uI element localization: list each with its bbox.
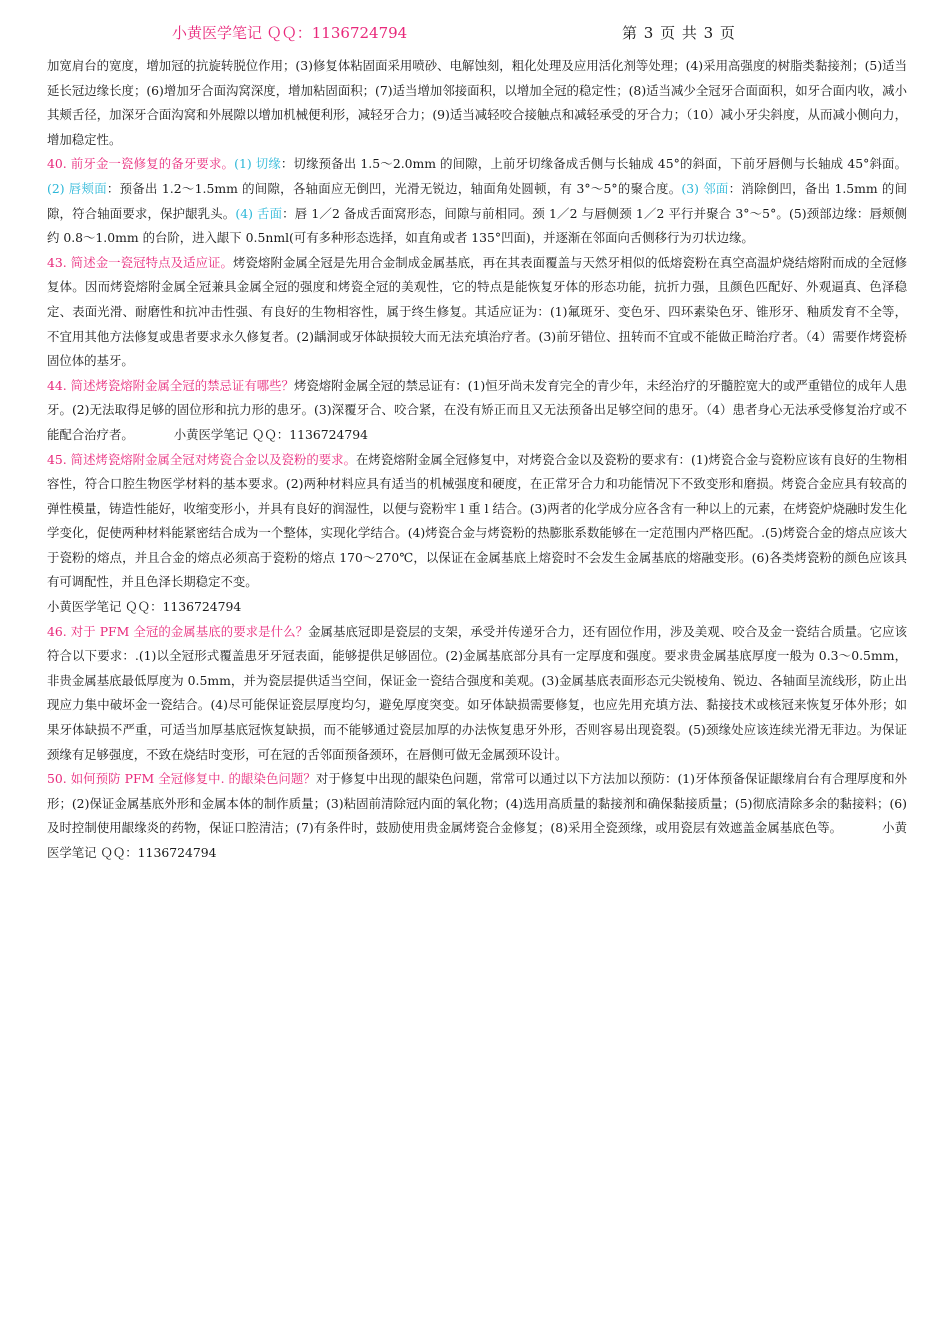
brand-line — [47, 595, 907, 620]
q44-answer: 烤瓷熔附金属全冠的禁忌证有：(1)恒牙尚未发育完全的青少年，未经治疗的牙髓腔宽大的或严重错位的成年人患牙。(2)无法取得足够的固位形和抗力形的患牙。(3)深覆牙合、咬合紧，在没有矫正而且又无法预备出足够空间的患牙。（4）患者身心无法承受修复治疗或不能配合治疗者。 — [47, 377, 907, 442]
q50-answer: 对于修复中出现的龈染色问题，常常可以通过以下方法加以预防：(1)牙体预备保证龈缘肩台有合理厚度和外形；(2)保证金属基底外形和金属本体的制作质量；(3)粘固前清除冠内面的氧化物；(4)选用高质量的黏接剂和确保黏接质量；(5)彻底清除多余的黏接料；(6)及时控制使用龈缘炎的药物，保证口腔清洁；(7)有条件时，鼓励使用贵金属烤瓷合金修复；(8)采用全瓷颈缘，或用瓷层有效遮盖金属基底色等。 — [47, 771, 907, 836]
q45-answer: 在烤瓷熔附金属全冠修复中，对烤瓷合金以及瓷粉的要求有：(1)烤瓷合金与瓷粉应该有良好的生物相容性，符合口腔生物医学材料的基本要求。(2)两种材料应具有适当的机械强度和硬度，在正常牙合力和功能情况下不致变形和磨损。烤瓷合金应具有较高的弹性模量，铸造性能好，收缩变形小，并具有良好的润湿性，以便与瓷粉牢 l 重 l 结合。(3)两者的化学成分应各含有一种以上的元素，在烤瓷炉烧融时发生化学变化，促使两种材料能紧密结合成为一个整体，实现化学结合。(4)烤瓷合金与烤瓷粉的热膨胀系数能够在一定范围内严格匹配。.(5)烤瓷合金的熔点应该大于瓷粉的熔点，并且合金的熔点必须高于瓷粉的熔点 170～270℃，以保证在金属基底上熔瓷时不会发生金属基底的熔融变形。(6)各类烤瓷粉的颜色应该具有可调配性，并且色泽长期稳定不变。 — [47, 451, 907, 590]
page-indicator: 第 3 页 共 3 页 — [622, 24, 736, 42]
question-45: 45. 简述烤瓷熔附金属全冠对烤瓷合金以及瓷粉的要求。 — [47, 451, 356, 467]
brand-line-text: 小黄医学笔记 ＱＱ：1136724794 — [47, 599, 242, 615]
inline-brand: 小黄医学笔记 ＱＱ：1136724794 — [173, 426, 369, 442]
question-44: 44. 简述烤瓷熔附金属全冠的禁忌证有哪些？ — [47, 377, 294, 393]
q40-cutting-edge-text: ：切缘预备出 1.5～2.0mm 的间隙，上前牙切缘备成舌侧与长轴成 45°的斜面，下前牙唇侧与长轴成 45°斜面。 — [280, 156, 907, 172]
question-40: 40. 前牙金一瓷修复的备牙要求。 — [47, 156, 235, 172]
question-46: 46. 对于 PFM 全冠的金属基底的要求是什么？ — [47, 623, 309, 639]
question-50: 50. 如何预防 PFM 全冠修复中. 的龈染色问题？ — [47, 771, 316, 787]
q40-cutting-edge-label: (1) 切缘 — [234, 156, 281, 172]
header-brand: 小黄医学笔记 ＱＱ：1136724794 — [172, 24, 408, 42]
q40-proximal-text: ：消除倒凹，备出 1.5mm 的间隙，符合轴面要求，保护龈乳头。 — [47, 180, 907, 221]
paragraph-q40 — [47, 152, 907, 250]
paragraph-q43 — [47, 251, 907, 374]
q46-answer: 金属基底冠即是瓷层的支架，承受并传递牙合力，还有固位作用，涉及美观、咬合及金一瓷结合质量。它应该符合以下要求：.(1)以全冠形式覆盖患牙牙冠表面，能够提供足够固位。(2)金属基底部分具有一定厚度和强度。要求贵金属基底厚度一般为 0.3～0.5mm，非贵金属基底最低厚度为 0.5mm，并为瓷层提供适当空间，保证金一瓷结合强度和美观。(3)金属基底表面形态元尖锐棱角、锐边、各轴面呈流线形，防止出现应力集中破坏金一瓷结合。(4)尽可能保证瓷层厚度均匀，避免厚度突变。如牙体缺损需要修复，也应先用充填方法、黏接技术或核冠来恢复牙体外形；如果牙体缺损不严重，可适当加厚基底冠恢复缺损，而不能够通过瓷层加厚的办法恢复患牙外形，否则容易出现瓷裂。(5)颈缘处应该连续光滑无菲边。为保证颈缘有足够强度，不致在烧结时变形，可在冠的舌邻面预备颈环，在唇侧可做无金属颈环设计。 — [47, 623, 907, 762]
paragraph-q50 — [47, 767, 907, 865]
paragraph-intro — [47, 54, 907, 152]
q40-labial-text: ：预备出 1.2～1.5mm 的间隙，各轴面应无倒凹，光滑无锐边，轴面角处圆顿，有 3°～5°的聚合度。 — [106, 180, 682, 196]
question-43: 43. 简述金一瓷冠特点及适应证。 — [47, 254, 234, 270]
document-body — [47, 54, 907, 866]
inline-brand: 小黄医学笔记 ＱＱ：1136724794 — [47, 820, 908, 860]
q40-lingual-label: (4) 舌面 — [235, 205, 283, 221]
paragraph-q45 — [47, 448, 907, 596]
page-header — [0, 22, 950, 44]
paragraph-q44 — [47, 374, 907, 448]
q40-proximal-label: (3) 邻面 — [681, 180, 729, 196]
q40-labial-label: (2) 唇颊面 — [47, 180, 107, 196]
q43-answer: 烤瓷熔附金属全冠是先用合金制成金属基底，再在其表面覆盖与天然牙相似的低熔瓷粉在真空高温炉烧结熔附而成的全冠修复体。因而烤瓷熔附金属全冠兼具金属全冠的强度和烤瓷全冠的美观性，它的特点是能恢复牙体的形态功能，抗折力强，且颜色匹配好、外观逼真、色泽稳定、表面光滑、耐磨性和抗冲击性强、有良好的生物相容性，属于终生修复。其适应证为：(1)氟斑牙、变色牙、四环素染色牙、锥形牙、釉质发育不全等，不宜用其他方法修复或患者要求永久修复者。(2)龋洞或牙体缺损较大而无法充填治疗者。(3)前牙错位、扭转而不宜或不能做正畸治疗者。（4）需要作烤瓷桥固位体的基牙。 — [47, 254, 907, 369]
q40-lingual-text: ：唇 1／2 备成舌面窝形态，间隙与前相同。颈 1／2 与唇侧颈 1／2 平行并聚合 3°～5°。(5)颈部边缘：唇颊侧约 0.8～1.0mm 的台阶，进入龈下 0.5nml(可有多种形态选择，如直角或者 135°凹面)，并逐渐在邻面向舌侧移行为刃状边缘。 — [47, 205, 907, 246]
intro-text: 加宽肩台的宽度，增加冠的抗旋转脱位作用；(3)修复体粘固面采用喷砂、电解蚀刻，粗化处理及应用活化剂等处理；(4)采用高强度的树脂类黏接剂；(5)适当延长冠边缘长度；(6)增加牙合面沟窝深度，增加粘固面积；(7)适当增加邻接面积，以增加全冠的稳定性；(8)适当减少全冠牙合面面积，如牙合面内收，减小其颊舌径，加深牙合面沟窝和外展隙以增加机械便利形，减轻牙合力；(9)适当减轻咬合接触点和减轻承受的牙合力；（10）减小牙尖斜度，从而减小侧向力，增加稳定性。 — [47, 58, 907, 147]
paragraph-q46 — [47, 620, 907, 768]
